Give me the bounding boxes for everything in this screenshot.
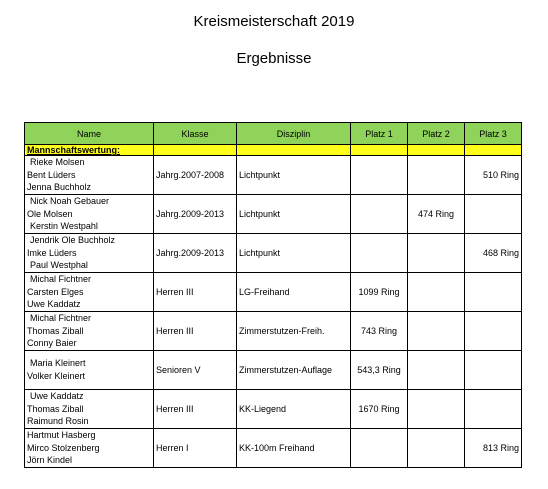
- cell-platz-3: 468 Ring: [465, 234, 522, 273]
- column-header-name: Name: [25, 123, 154, 145]
- cell-klasse: Jahrg.2009-2013: [154, 195, 237, 234]
- cell-platz-3: 510 Ring: [465, 156, 522, 195]
- cell-platz-3: [465, 312, 522, 351]
- table-row: [25, 156, 522, 195]
- team-member-name: Paul Westphal: [30, 260, 88, 271]
- cell-names: [25, 429, 154, 468]
- cell-disziplin: Lichtpunkt: [237, 234, 351, 273]
- cell-klasse: Jahrg.2007-2008: [154, 156, 237, 195]
- cell-names: [25, 156, 154, 195]
- cell-platz-3: [465, 351, 522, 390]
- team-member-name: Uwe Kaddatz: [27, 299, 81, 310]
- team-member-name: Maria Kleinert: [30, 358, 86, 369]
- team-member-name: Rieke Molsen: [30, 157, 85, 168]
- section-row: [25, 145, 522, 156]
- team-member-name: Bent Lüders: [27, 169, 76, 180]
- table-row: [25, 312, 522, 351]
- cell-platz-2: [408, 429, 465, 468]
- column-header-platz-2: Platz 2: [408, 123, 465, 145]
- cell-platz-1: 743 Ring: [351, 312, 408, 351]
- cell-platz-2: [408, 273, 465, 312]
- team-member-name: Thomas Ziball: [27, 325, 84, 336]
- cell-disziplin: LG-Freihand: [237, 273, 351, 312]
- cell-platz-2: 474 Ring: [408, 195, 465, 234]
- column-header-disziplin: Disziplin: [237, 123, 351, 145]
- team-member-name: Kerstin Westpahl: [30, 221, 98, 232]
- cell-platz-1: [351, 234, 408, 273]
- document-title: Kreismeisterschaft 2019: [193, 13, 355, 30]
- cell-klasse: Herren I: [154, 429, 237, 468]
- table-row: [25, 429, 522, 468]
- team-member-name: Raimund Rosin: [27, 416, 89, 427]
- table-row: [25, 390, 522, 429]
- cell-klasse: Herren III: [154, 312, 237, 351]
- cell-klasse: Herren III: [154, 273, 237, 312]
- team-member-name: Ole Molsen: [27, 208, 73, 219]
- team-member-name: Imke Lüders: [27, 247, 77, 258]
- cell-names: [25, 390, 154, 429]
- section-label: Mannschaftswertung:: [25, 145, 154, 156]
- table-row: [25, 273, 522, 312]
- cell-platz-3: [465, 273, 522, 312]
- cell-disziplin: KK-Liegend: [237, 390, 351, 429]
- team-member-name: Jenna Buchholz: [27, 182, 92, 193]
- team-member-name: Michal Fichtner: [30, 313, 92, 324]
- cell-disziplin: Zimmerstutzen-Auflage: [237, 351, 351, 390]
- cell-platz-3: [465, 195, 522, 234]
- cell-platz-1: 1670 Ring: [351, 390, 408, 429]
- cell-names: [25, 234, 154, 273]
- cell-platz-1: [351, 156, 408, 195]
- column-header-platz-1: Platz 1: [351, 123, 408, 145]
- cell-platz-2: [408, 351, 465, 390]
- cell-platz-2: [408, 234, 465, 273]
- team-member-name: Jendrik Ole Buchholz: [30, 235, 116, 246]
- cell-klasse: Jahrg.2009-2013: [154, 234, 237, 273]
- table-row: [25, 195, 522, 234]
- cell-disziplin: Zimmerstutzen-Freih.: [237, 312, 351, 351]
- team-member-name: Carsten Elges: [27, 286, 84, 297]
- column-header-platz-3: Platz 3: [465, 123, 522, 145]
- document-subtitle: Ergebnisse: [236, 50, 312, 67]
- table-row: [25, 234, 522, 273]
- cell-platz-3: [465, 390, 522, 429]
- cell-disziplin: KK-100m Freihand: [237, 429, 351, 468]
- cell-platz-1: 1099 Ring: [351, 273, 408, 312]
- results-table: [24, 122, 522, 468]
- team-member-name: Michal Fichtner: [30, 274, 92, 285]
- cell-platz-1: [351, 429, 408, 468]
- team-member-name: Nick Noah Gebauer: [30, 196, 110, 207]
- table-row: [25, 351, 522, 390]
- team-member-name: Conny Baier: [27, 338, 77, 349]
- team-member-name: Jörn Kindel: [27, 455, 73, 466]
- cell-platz-1: 543,3 Ring: [351, 351, 408, 390]
- cell-names: [25, 195, 154, 234]
- table-header-row: [25, 123, 522, 145]
- team-member-name: Volker Kleinert: [27, 371, 86, 381]
- cell-platz-2: [408, 390, 465, 429]
- cell-platz-1: [351, 195, 408, 234]
- cell-names: [25, 273, 154, 312]
- cell-names: [25, 312, 154, 351]
- team-member-name: Mirco Stolzenberg: [27, 442, 100, 453]
- cell-platz-2: [408, 312, 465, 351]
- cell-platz-3: 813 Ring: [465, 429, 522, 468]
- cell-klasse: Senioren V: [154, 351, 237, 390]
- cell-disziplin: Lichtpunkt: [237, 156, 351, 195]
- team-member-name: Uwe Kaddatz: [30, 391, 84, 402]
- cell-platz-2: [408, 156, 465, 195]
- column-header-klasse: Klasse: [154, 123, 237, 145]
- team-member-name: Hartmut Hasberg: [27, 430, 96, 441]
- cell-names: [25, 351, 154, 390]
- team-member-name: Thomas Ziball: [27, 403, 84, 414]
- cell-disziplin: Lichtpunkt: [237, 195, 351, 234]
- cell-klasse: Herren III: [154, 390, 237, 429]
